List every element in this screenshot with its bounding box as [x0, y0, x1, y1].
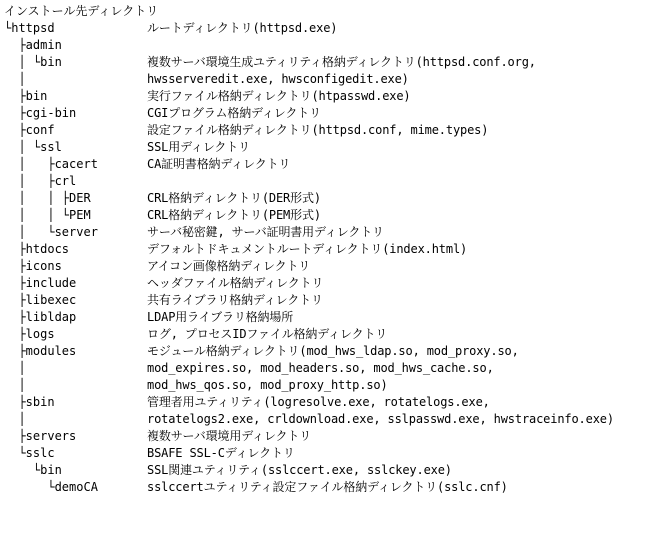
directory-path: │ └server — [4, 225, 98, 239]
directory-path: ├admin — [4, 38, 62, 52]
directory-row — [4, 224, 659, 241]
directory-row — [4, 139, 659, 156]
directory-description: 設定ファイル格納ディレクトリ(httpsd.conf, mime.types) — [147, 123, 489, 137]
directory-description: デフォルトドキュメントルートディレクトリ(index.html) — [147, 242, 468, 256]
directory-path: ├servers — [4, 429, 77, 443]
directory-row — [4, 122, 659, 139]
directory-row — [4, 445, 659, 462]
directory-row — [4, 88, 659, 105]
directory-description: ヘッダファイル格納ディレクトリ — [147, 276, 324, 290]
directory-row — [4, 428, 659, 445]
directory-row — [4, 326, 659, 343]
directory-row — [4, 173, 659, 190]
directory-description: 共有ライブラリ格納ディレクトリ — [147, 293, 323, 307]
directory-description: ルートディレクトリ(httpsd.exe) — [147, 21, 338, 35]
directory-path: ├cgi-bin — [4, 106, 77, 120]
directory-path: ├sbin — [4, 395, 55, 409]
directory-description: CRL格納ディレクトリ(PEM形式) — [147, 208, 321, 222]
directory-path: │ │ └PEM — [4, 208, 91, 222]
directory-row — [4, 275, 659, 292]
directory-path: │ — [4, 361, 26, 375]
directory-description: rotatelogs2.exe, crldownload.exe, sslpasswd.exe, hwstraceinfo.exe) — [147, 412, 614, 426]
directory-description: 実行ファイル格納ディレクトリ(htpasswd.exe) — [147, 89, 411, 103]
directory-path: └sslc — [4, 446, 55, 460]
directory-row — [4, 190, 659, 207]
directory-rows — [4, 20, 659, 496]
directory-path: └httpsd — [4, 21, 55, 35]
directory-path: │ └ssl — [4, 140, 62, 154]
directory-row — [4, 377, 659, 394]
directory-description: モジュール格納ディレクトリ(mod_hws_ldap.so, mod_proxy.so, — [147, 344, 519, 358]
directory-description: 複数サーバ環境用ディレクトリ — [147, 429, 312, 443]
directory-row — [4, 156, 659, 173]
directory-description: CGIプログラム格納ディレクトリ — [147, 106, 321, 120]
directory-description — [147, 173, 659, 190]
directory-row — [4, 292, 659, 309]
directory-description: SSL用ディレクトリ — [147, 140, 250, 154]
directory-path: │ ├cacert — [4, 157, 98, 171]
directory-row — [4, 479, 659, 496]
directory-row — [4, 343, 659, 360]
directory-path: │ ├crl — [4, 174, 77, 188]
directory-path: ├modules — [4, 344, 77, 358]
directory-path: │ │ ├DER — [4, 191, 91, 205]
directory-path: │ └bin — [4, 55, 62, 69]
directory-row — [4, 241, 659, 258]
directory-row — [4, 20, 659, 37]
directory-description: サーバ秘密鍵, サーバ証明書用ディレクトリ — [147, 225, 384, 239]
directory-description: 管理者用ユティリティ(logresolve.exe, rotatelogs.exe, — [147, 395, 490, 409]
directory-path: │ — [4, 72, 26, 86]
directory-description: アイコン画像格納ディレクトリ — [147, 259, 311, 273]
directory-path: ├htdocs — [4, 242, 70, 256]
directory-row — [4, 37, 659, 54]
directory-row — [4, 207, 659, 224]
directory-path: ├icons — [4, 259, 62, 273]
directory-path: ├libldap — [4, 310, 77, 324]
directory-path: ├libexec — [4, 293, 77, 307]
directory-row — [4, 54, 659, 71]
directory-description: mod_expires.so, mod_headers.so, mod_hws_cache.so, — [147, 361, 494, 375]
directory-path: ├include — [4, 276, 77, 290]
directory-description: hwsserveredit.exe, hwsconfigedit.exe) — [147, 72, 409, 86]
directory-description: 複数サーバ環境生成ユティリティ格納ディレクトリ(httpsd.conf.org, — [147, 55, 536, 69]
directory-row — [4, 105, 659, 122]
directory-description: CA証明書格納ディレクトリ — [147, 157, 291, 171]
directory-row — [4, 411, 659, 428]
directory-row — [4, 309, 659, 326]
directory-description: BSAFE SSL-Cディレクトリ — [147, 446, 295, 460]
directory-description — [147, 37, 659, 54]
directory-row — [4, 462, 659, 479]
directory-description: SSL関連ユティリティ(sslccert.exe, sslckey.exe) — [147, 463, 452, 477]
listing-title: インストール先ディレクトリ — [4, 4, 159, 18]
directory-path: └demoCA — [4, 480, 98, 494]
directory-path: ├bin — [4, 89, 48, 103]
directory-path: └bin — [4, 463, 62, 477]
directory-description: sslccertユティリティ設定ファイル格納ディレクトリ(sslc.cnf) — [147, 480, 508, 494]
directory-path: ├conf — [4, 123, 55, 137]
directory-row — [4, 258, 659, 275]
directory-description: CRL格納ディレクトリ(DER形式) — [147, 191, 321, 205]
directory-path: │ — [4, 378, 26, 392]
directory-description: LDAP用ライブラリ格納場所 — [147, 310, 294, 324]
directory-description: mod_hws_qos.so, mod_proxy_http.so) — [147, 378, 388, 392]
directory-listing — [4, 3, 659, 496]
directory-row — [4, 394, 659, 411]
directory-row — [4, 71, 659, 88]
directory-path: │ — [4, 412, 26, 426]
directory-row — [4, 360, 659, 377]
directory-description: ログ, プロセスIDファイル格納ディレクトリ — [147, 327, 388, 341]
directory-path: ├logs — [4, 327, 55, 341]
